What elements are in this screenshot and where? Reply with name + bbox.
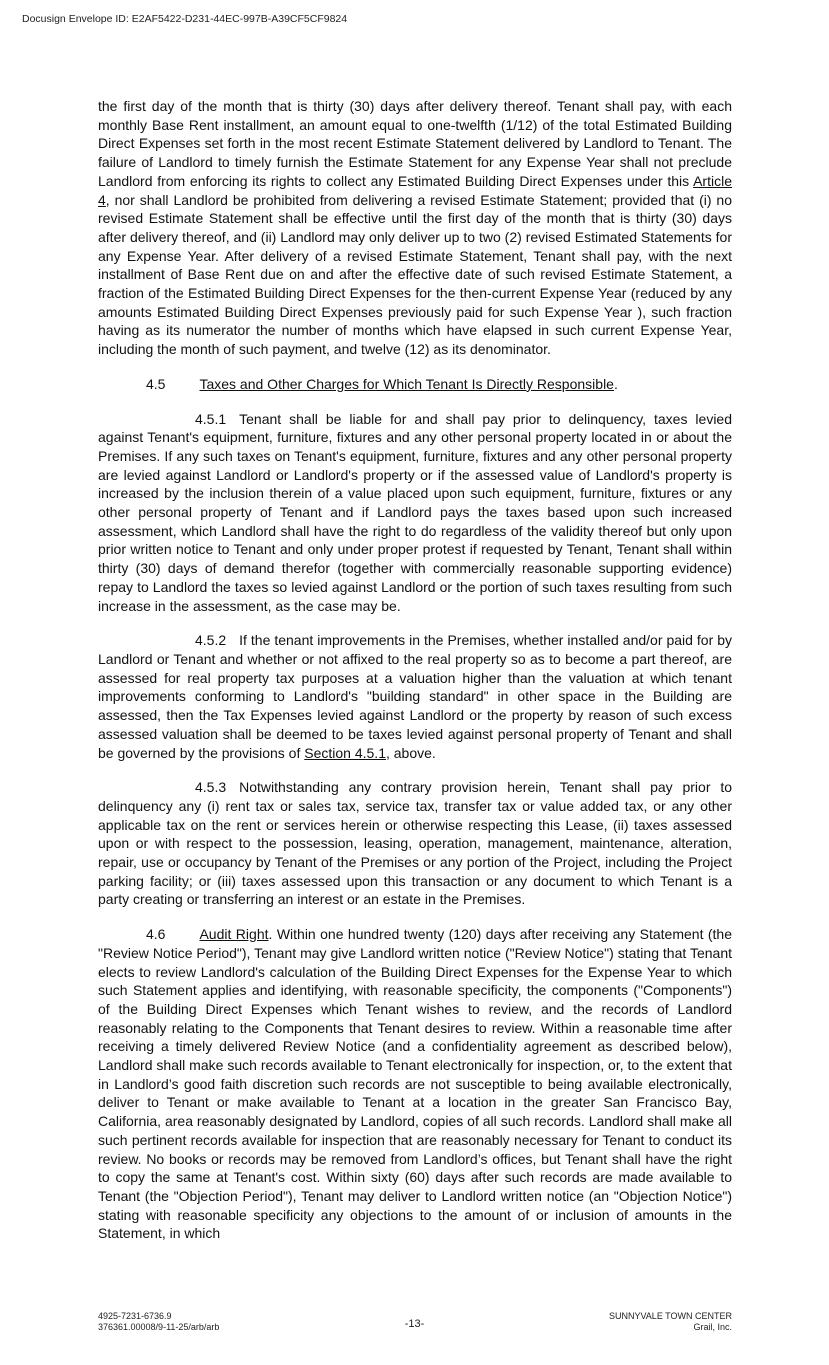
section-number: 4.6	[146, 926, 166, 943]
paragraph-text: , nor shall Landlord be prohibited from delivering a revised Estimate Statement; provided that (i) no revised Estimate Statement shall be effective until the first day of the month that is thirty (30) days after delivery thereof, and (ii) Landlord may only deliver up to two (2) revised Estimated Statements for any Expense Year. After delivery of a revised Estimate Statement, Tenant shall pay, with the next installment of Base Rent due on and after the effective date of such revised Estimate Statement, a fraction of the Estimated Building Direct Expenses for the then-current Expense Year (reduced by any amounts Estimated Building Direct Expenses previously paid for such Expense Year ), such fraction having as its numerator the number of months which have elapsed in such current Expense Year, including the month of such payment, and twelve (12) as its denominator.	[98, 191, 732, 358]
section-number: 4.5.1	[195, 410, 227, 427]
file-reference: 376361.00008/9-11-25/arb/arb	[98, 1322, 220, 1332]
tenant-name: Grail, Inc.	[693, 1322, 732, 1332]
section-text: Notwithstanding any contrary provision herein, Tenant shall pay prior to delinquency any (i) rent tax or sales tax, service tax, transfer tax or value added tax, or any other applicable tax on the rent or services herein or otherwise respecting this Lease, (ii) taxes assessed upon or with respect to the possession, leasing, operation, management, maintenance, alteration, repair, use or occupancy by Tenant of the Premises or any portion of the Project, including the Project parking facility; or (iii) taxes assessed upon this transaction or any document to which Tenant is a party creating or transferring an interest or an estate in the Premises.	[98, 779, 732, 908]
document-body	[98, 97, 732, 1259]
paragraph-estimate-statement	[98, 97, 732, 359]
section-title: Audit Right	[199, 926, 269, 943]
envelope-id: Docusign Envelope ID: E2AF5422-D231-44EC-997B-A39CF5CF9824	[22, 13, 348, 25]
section-4-6	[98, 925, 732, 1243]
section-title: Taxes and Other Charges for Which Tenant Is Directly Responsible	[199, 375, 614, 392]
section-text: If the tenant improvements in the Premises, whether installed and/or paid for by Landlord or Tenant and whether or not affixed to the real property so as to become a part thereof, are assessed for real property tax purposes at a valuation higher than the valuation at which tenant improvements conforming to Landlord's "building standard" in other space in the Building are assessed, then the Tax Expenses levied against Landlord or the property by reason of such excess assessed valuation shall be deemed to be taxes levied against personal property of Tenant and shall be governed by the provisions of	[98, 632, 732, 761]
document-number: 4925-7231-6736.9	[98, 1311, 172, 1321]
footer-right	[609, 1311, 732, 1333]
section-number: 4.5.3	[195, 779, 227, 796]
section-number: 4.5	[146, 375, 166, 392]
project-name: SUNNYVALE TOWN CENTER	[608, 1311, 732, 1321]
article-4-reference[interactable]: Article 4	[98, 172, 732, 208]
section-4-5-1-reference[interactable]: Section 4.5.1	[304, 744, 386, 761]
section-text: . Within one hundred twenty (120) days after receiving any Statement (the "Review Notice Period"), Tenant may give Landlord written notice ("Review Notice") stating that Tenant elects to review Landlord's calculation of the Building Direct Expenses for the Expense Year to which such Statement applies and identifying, with reasonable specificity, the components ("Components") of the Building Direct Expenses which Tenant wishes to review, and the records of Landlord reasonably relating to the Components that Tenant desires to review. Within a reasonable time after receiving a timely delivered Review Notice (and a confidentiality agreement as described below), Landlord shall make such records available to Tenant electronically for inspection, or, to the extent that in Landlord’s good faith discretion such records are not susceptible to being available electronically, deliver to Tenant or make available to Tenant at a location in the greater San Francisco Bay, California, area reasonably designated by Landlord, copies of all such records. Landlord shall make all such pertinent records available for inspection that are reasonably necessary for Tenant to conduct its review. No books or records may be removed from Landlord’s offices, but Tenant shall have the right to copy the same at Tenant's cost. Within sixty (60) days after such records are made available to Tenant (the "Objection Period"), Tenant may deliver to Landlord written notice (an "Objection Notice") stating with reasonable specificity any objections to the amount of or inclusion of amounts in the Statement, in which	[98, 926, 733, 1242]
section-text: Tenant shall be liable for and shall pay prior to delinquency, taxes levied against Tenant's equipment, furniture, fixtures and any other personal property located in or about the Premises. If any such taxes on Tenant's equipment, furniture, fixtures and any other personal property are levied against Landlord or Landlord's property or if the assessed value of Landlord's property is increased by the inclusion therein of a value placed upon such equipment, furniture, fixtures or any other personal property of Tenant and if Landlord pays the taxes based upon such increased assessment, which Landlord shall have the right to do regardless of the validity thereof but only upon prior written notice to Tenant and only under proper protest if requested by Tenant, Tenant shall within thirty (30) days of demand therefor (together with commercially reasonable supporting evidence) repay to Landlord the taxes so levied against Landlord or the portion of such taxes resulting from such increase in the assessment, as the case may be.	[98, 410, 732, 614]
paragraph-text: the first day of the month that is thirty (30) days after delivery thereof. Tenant shall pay, with each monthly Base Rent installment, an amount equal to one-twelfth (1/12) of the total Estimated Building Direct Expenses set forth in the most recent Estimate Statement delivered by Landlord to Tenant. The failure of Landlord to timely furnish the Estimate Statement for any Expense Year shall not preclude Landlord from enforcing its rights to collect any Estimated Building Direct Expenses under this	[98, 98, 732, 189]
section-title-period: .	[613, 375, 618, 392]
section-4-5-heading	[98, 375, 732, 394]
section-number: 4.5.2	[195, 632, 227, 649]
section-4-5-3	[98, 778, 732, 909]
section-4-5-1	[98, 410, 732, 616]
section-text: , above.	[385, 744, 436, 761]
page-number: -13-	[404, 1318, 425, 1330]
section-4-5-2	[98, 631, 732, 762]
